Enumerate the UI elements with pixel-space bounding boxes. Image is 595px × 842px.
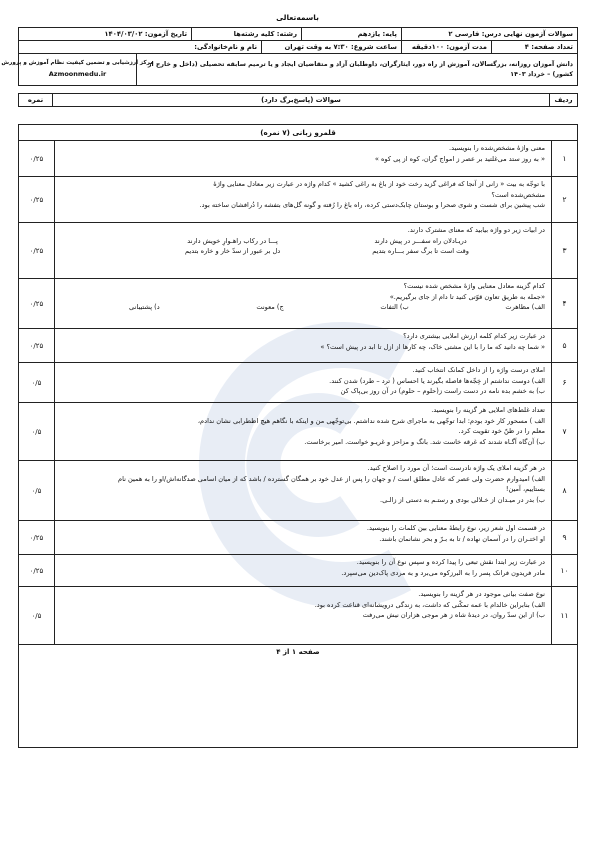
duration: مدت آزمون: ۱۰۰دقیقه [401, 41, 491, 53]
question-number: ۶ [551, 363, 577, 402]
verse-line [59, 246, 545, 257]
question-score: ۰/۲۵ [19, 223, 55, 278]
organization-block [1, 54, 154, 85]
question-number: ۷ [551, 403, 577, 460]
question-row [19, 223, 577, 279]
question-line: معنی واژهٔ مشخص‌شده را بنویسید. [449, 144, 545, 152]
question-text [55, 279, 551, 328]
question-number: ۱ [551, 141, 577, 176]
radif-label: ردیف [549, 94, 577, 106]
question-text [55, 555, 551, 586]
question-line: در هر گزینه املای یک واژه نادرست است؛ آن مورد را اصلاح کنید. [367, 464, 545, 472]
question-line: مادر فریدون فرانک پسر را به البرزکوه می‌برد و به مردی پاک‌دین می‌سپرد. [341, 568, 545, 577]
question-row [19, 403, 577, 461]
question-line: شب پیشین برای شست و شوی صحرا و بوستان چابک‌دستی کرده، راه باغ را رُفته و گونه گل‌های بتفشه را دُرافشان ساخته بود. [199, 201, 545, 210]
question-line: ب) از این سدّ روان، در دیدهٔ شاه ز هر موجی هزاران نیش می‌رفت [362, 611, 545, 620]
question-row [19, 521, 577, 555]
verse-line [59, 236, 545, 247]
question-line: معلم را در ظنّ خود تقویت کرد. [458, 427, 545, 436]
question-line: الف) امیدوارم حضرت ولی عصر که عادل مطلق است / و جهان را پس از عدل خود بر همگان گسترده / باشد که از میان اسامی صدگانه‌اش/او را به همین نام [118, 474, 545, 483]
hemistich: وقت است تا برگ سفر بـــاره بتدیم [372, 247, 469, 256]
question-score: ۰/۵ [19, 461, 55, 520]
question-score: ۰/۵ [19, 587, 55, 644]
question-score: ۰/۵ [19, 363, 55, 402]
exam-header [1, 27, 578, 86]
question-score: ۰/۲۵ [19, 555, 55, 586]
answer-options [59, 302, 545, 313]
question-text [55, 403, 551, 460]
page-footer: صفحه ۱ از ۴ [276, 647, 320, 656]
question-line: ب) به خشم بده نامه در دست راست ز(حلوم – حلوم) در آن روز بی‌پاک کن [340, 387, 545, 396]
question-text [55, 177, 551, 222]
grade: پایه: یازدهم [301, 28, 401, 40]
question-line: الف ) مسحور کار خود بودم: ابدا توجّهی به ماجرای شرح شده نداشتم. بی‌توجّهی من و اینکه با نگاهم هیچ اظطرابی نشان ندادم، [197, 416, 545, 425]
hemistich: دل بر عبور از سدّ خار و خاره بتدیم [185, 247, 281, 256]
student-name-label: نام و نام‌خانوادگی: [194, 43, 257, 51]
question-line: «جمله به طریق تعاون قوّتی کنید تا دام از جای برگیریم.» [389, 292, 545, 301]
question-line: در عبارت زیر ابتدا نقش تبعی را پیدا کرده و سپس نوع آن را بنویسید. [356, 558, 545, 566]
organization-name: مرکز ارزشیابی و تضمین کیفیت نظام آموزش و پرورش [1, 60, 154, 67]
question-text [55, 223, 551, 278]
question-line: او اختـران را در آسمان نهاده / تا به بـرّ و بحر نشانمان باشند. [379, 534, 545, 543]
field: رشته: کلیه رشته‌ها [191, 28, 301, 40]
hemistich: پـــا در رکاب راهـوارِ خویش دارند [187, 236, 278, 245]
question-score: ۰/۲۵ [19, 141, 55, 176]
question-text [55, 363, 551, 402]
question-number: ۸ [551, 461, 577, 520]
student-row [18, 93, 578, 107]
question-number: ۱۱ [551, 587, 577, 644]
question-line: در ابیات زیر دو واژه بیابید که معنای مشترک دارند. [407, 226, 545, 234]
question-score: ۰/۵ [19, 403, 55, 460]
question-text [55, 461, 551, 520]
question-number: ۳ [551, 223, 577, 278]
organization-site: Azmoonmedu.ir [48, 69, 107, 78]
question-number: ۱۰ [551, 555, 577, 586]
question-row [19, 329, 577, 363]
question-line: الف) بنابراین خالدام با عمه تمکّنی که داشت، به زندگی درویشانه‌ای قناعت کرده بود. [314, 600, 545, 609]
question-number: ۴ [551, 279, 577, 328]
question-score: ۰/۲۵ [19, 177, 55, 222]
start-time: ساعت شروع: ۷:۳۰ به وقت تهران [261, 41, 401, 53]
question-line: ب) بدر در میـدان از خـلالی بودی و رستـم به دستی از زالـی. [379, 495, 545, 504]
question-line: بستاییم، آمین! [505, 485, 545, 494]
question-list [19, 141, 577, 645]
question-line: ب) آن‌گاه آگـاه شدند که غرقه خاست شد. بانگ و مزاحز و غریـو خواست. امیر برخاست. [304, 437, 545, 446]
page-heading: باسمه‌تعالی [276, 13, 319, 22]
header-row-2 [19, 41, 577, 54]
question-line: مشخص‌شده است؟ [491, 190, 545, 199]
score-label: نمره [19, 94, 53, 106]
question-row [19, 461, 577, 521]
question-line: الف) دوست نداشتم از خِجّه‌ها فاصله بگیرند یا احساس ( ترد – طرد) شدن کنند. [329, 376, 545, 385]
question-text [55, 141, 551, 176]
question-row [19, 141, 577, 177]
question-line: املای درست واژه را از داخل کمانک انتخاب کنید. [412, 366, 545, 374]
question-line: نوع صفت بیانی موجود در هر گزینه را بنویسید. [418, 590, 545, 598]
question-text [55, 587, 551, 644]
exam-description: دانش آموزان روزانه، بزرگسالان، آموزش از راه دور، ایثارگران، داوطلبان آزاد و متقاضیان ایجاد و یا ترمیم سابقه تحصیلی (داخل و خارج از کشور) – خرداد ۱۴۰۳ [147, 61, 573, 78]
question-row [19, 279, 577, 329]
question-row [19, 555, 577, 587]
question-number: ۹ [551, 521, 577, 554]
page-count: تعداد صفحه: ۴ [491, 41, 577, 53]
question-number: ۵ [551, 329, 577, 362]
question-line: کدام گزینه معادل معنایی واژهٔ مشخص شده نیست؟ [403, 282, 545, 290]
question-row [19, 363, 577, 403]
question-row [19, 177, 577, 223]
header-row-3 [1, 54, 577, 85]
exam-date: تاریخ آزمون: ۱۴۰۴/۰۳/۰۲ [104, 30, 187, 38]
question-text [55, 521, 551, 554]
answer-option: ج) معونت [256, 303, 284, 312]
subject: سوالات آزمون نهایی درس: فارسی ۲ [401, 28, 577, 40]
answer-option: الف) مظاهرت [505, 303, 545, 312]
hemistich: دریـادلان راه سفـــر در پیش دارند [374, 236, 467, 245]
section-title: قلمرو زبانی (۷ نمره) [19, 125, 577, 141]
question-number: ۲ [551, 177, 577, 222]
questions-label: سوالات (پاسخ‌برگ دارد) [261, 96, 341, 104]
question-line: در عبارت زیر کدام کلمه ارزش املایی بیشتری دارد؟ [403, 332, 545, 340]
questions-table [18, 124, 578, 748]
answer-option: ب) التفات [380, 303, 409, 312]
question-row [19, 587, 577, 645]
question-score: ۰/۲۵ [19, 279, 55, 328]
question-line: « به روز ستد می‌غلتید بر عصر ز امواج گران، کوه از پی کوه » [374, 154, 545, 163]
header-row-1 [19, 28, 577, 41]
question-line: در قسمت اول شعر زیر، نوع رابطهٔ معنایی بین کلمات را بنویسید. [366, 524, 545, 532]
question-score: ۰/۲۵ [19, 521, 55, 554]
question-text [55, 329, 551, 362]
question-line: « شما چه دانید که ما را با این مشتی خاک، چه کارها از ازل تا ابد در پیش است؟ » [320, 342, 545, 351]
answer-option: د) پشتیبانی [129, 303, 160, 312]
question-score: ۰/۲۵ [19, 329, 55, 362]
question-line: تعداد غلط‌های املایی هر گزینه را بنویسید. [431, 406, 545, 414]
question-line: با توجّه به بیت « زانی از آنجا که فراغی گزید رخت خود از باغ به راغی کشید » کدام واژه در عبارت زیر معادل معنایی واژهٔ [213, 180, 545, 188]
